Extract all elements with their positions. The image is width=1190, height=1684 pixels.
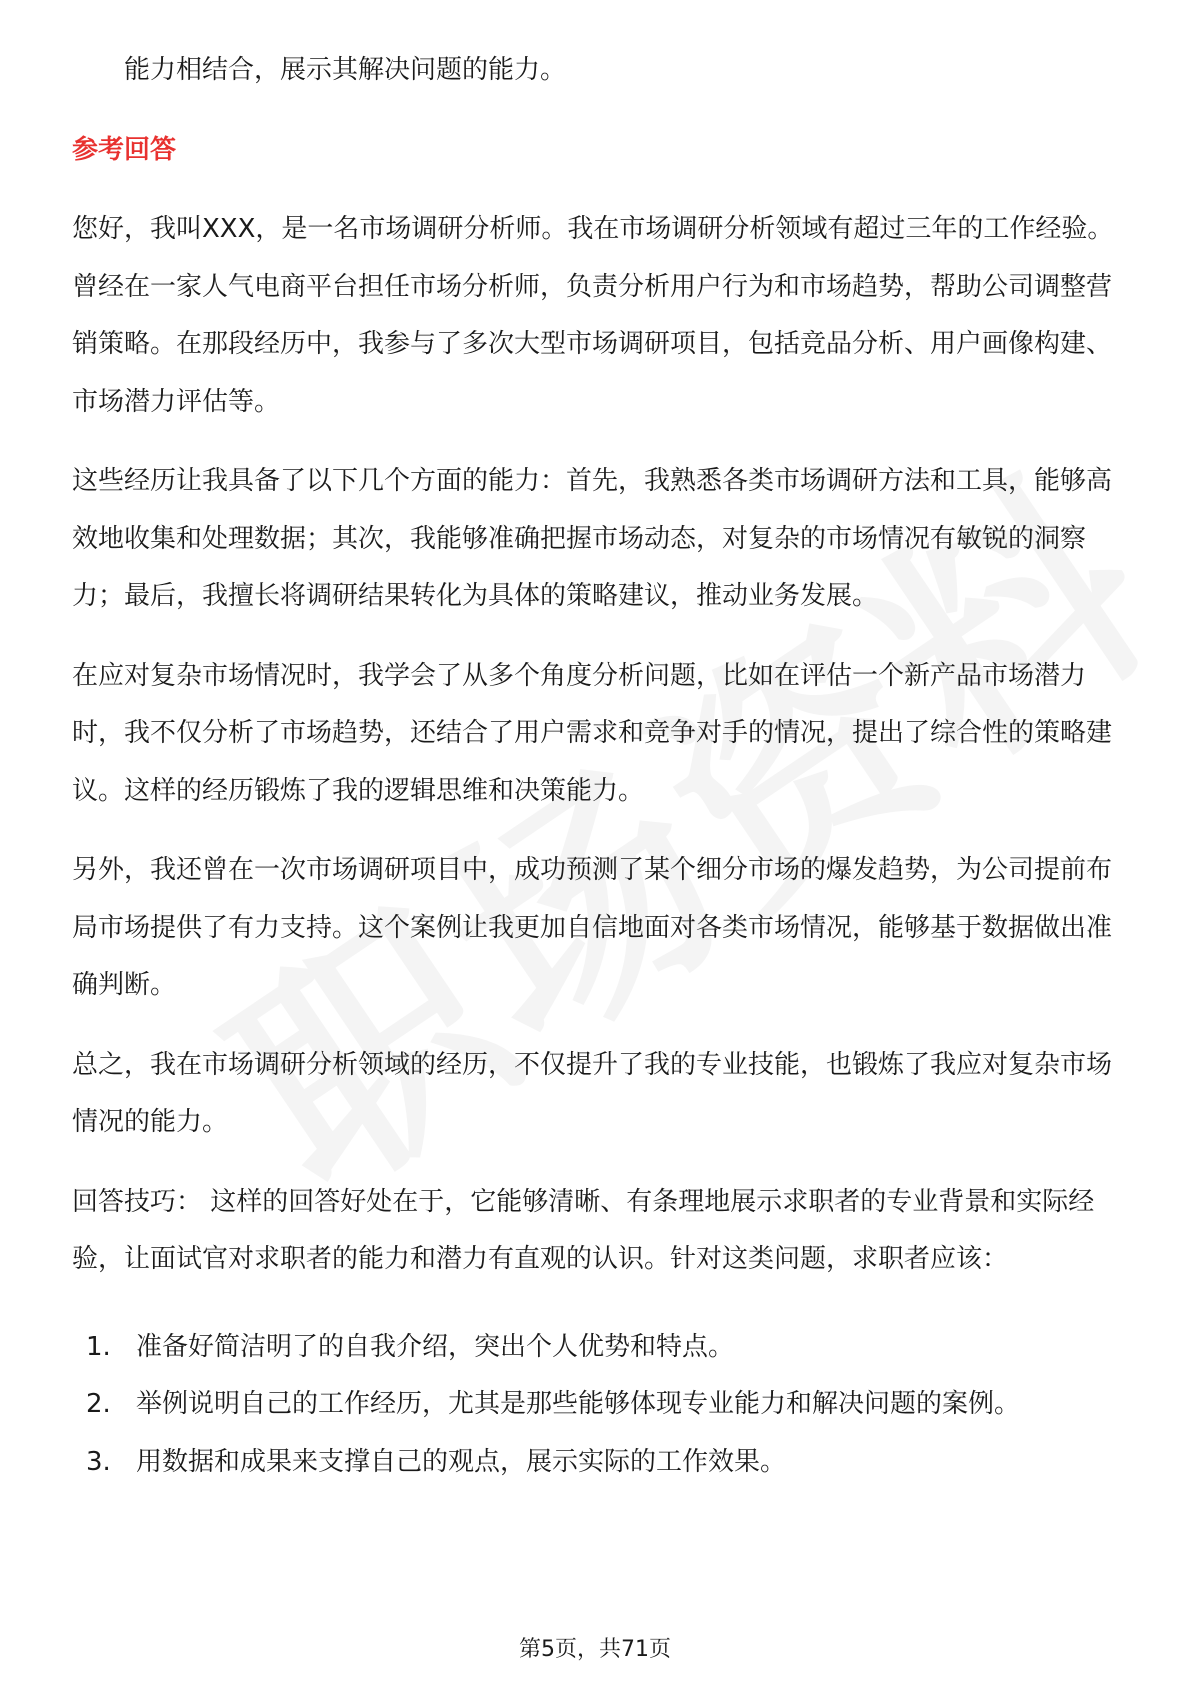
section-heading: 参考回答 (72, 134, 177, 165)
page-content (72, 42, 1122, 1491)
list-item (72, 1434, 1122, 1492)
list-item-number: 1. (86, 1331, 111, 1362)
list-item (72, 1376, 1122, 1434)
paragraph-abilities: 这些经历让我具备了以下几个方面的能力：首先，我熟悉各类市场调研方法和工具，能够高效地收集和处理数据；其次，我能够准确把握市场动态，对复杂的市场情况有敏锐的洞察力；最后，我擅长将调研结果转化为具体的策略建议，推动业务发展。 (72, 466, 1113, 611)
paragraph-intro: 您好，我叫XXX，是一名市场调研分析师。我在市场调研分析领域有超过三年的工作经验。曾经在一家人气电商平台担任市场分析师，负责分析用户行为和市场趋势，帮助公司调整营销策略。在那段经历中，我参与了多次大型市场调研项目，包括竞品分析、用户画像构建、市场潜力评估等。 (72, 214, 1114, 417)
page-footer: 第5页，共71页 (519, 1637, 671, 1662)
list-item (72, 1319, 1122, 1377)
paragraph-case: 另外，我还曾在一次市场调研项目中，成功预测了某个细分市场的爆发趋势，为公司提前布局市场提供了有力支持。这个案例让我更加自信地面对各类市场情况，能够基于数据做出准确判断。 (72, 855, 1113, 1000)
list-item-number: 3. (86, 1446, 111, 1477)
paragraph-summary: 总之，我在市场调研分析领域的经历，不仅提升了我的专业技能，也锻炼了我应对复杂市场情况的能力。 (72, 1049, 1113, 1137)
list-item-number: 2. (86, 1389, 111, 1419)
list-item-text: 准备好简洁明了的自我介绍，突出个人优势和特点。 (136, 1331, 735, 1362)
continuation-text: 能力相结合，展示其解决问题的能力。 (124, 55, 567, 85)
paragraph-complex-situations: 在应对复杂市场情况时，我学会了从多个角度分析问题，比如在评估一个新产品市场潜力时，我不仅分析了市场趋势，还结合了用户需求和竞争对手的情况，提出了综合性的策略建议。这样的经历锻炼了我的逻辑思维和决策能力。 (72, 660, 1113, 806)
paragraph-tips: 回答技巧： 这样的回答好处在于，它能够清晰、有条理地展示求职者的专业背景和实际经验，让面试官对求职者的能力和潜力有直观的认识。针对这类问题，求职者应该： (72, 1186, 1095, 1274)
list-item-text: 举例说明自己的工作经历，尤其是那些能够体现专业能力和解决问题的案例。 (136, 1389, 1021, 1419)
tips-list (72, 1319, 1122, 1492)
list-item-text: 用数据和成果来支撑自己的观点，展示实际的工作效果。 (136, 1446, 787, 1477)
